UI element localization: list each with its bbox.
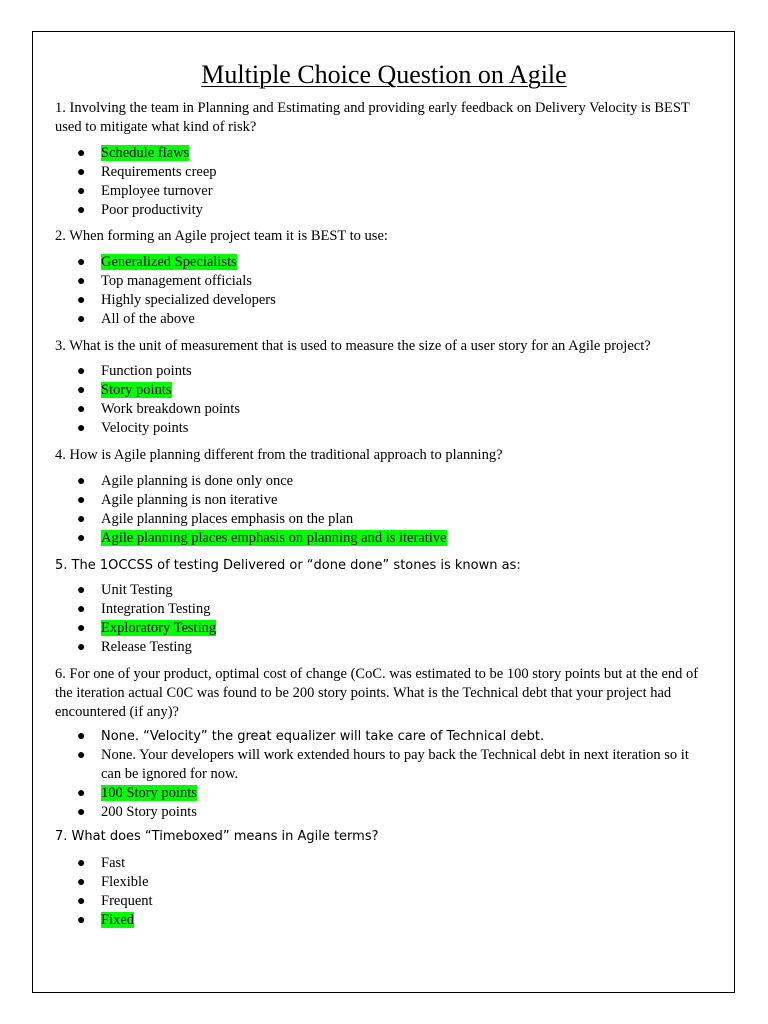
option xyxy=(0,619,768,638)
correct-answer-highlight: 100 Story points xyxy=(101,785,197,801)
question-3-options xyxy=(0,362,768,438)
bullet-icon: ● xyxy=(77,255,86,270)
option xyxy=(0,310,768,329)
correct-answer-highlight: Fixed xyxy=(101,912,135,928)
option-text: Frequent xyxy=(101,893,153,909)
option-text: Poor productivity xyxy=(101,202,203,218)
option-text: Agile planning is done only once xyxy=(101,473,294,489)
question-4-options xyxy=(0,472,768,548)
option xyxy=(0,746,768,784)
option-text: Integration Testing xyxy=(101,601,211,617)
option xyxy=(0,892,768,911)
bullet-icon: ● xyxy=(77,512,86,527)
bullet-icon: ● xyxy=(77,474,86,489)
option xyxy=(0,201,768,220)
bullet-icon: ● xyxy=(77,364,86,379)
bullet-icon: ● xyxy=(77,913,86,928)
option xyxy=(0,600,768,619)
question-1-text: 1. Involving the team in Planning and Estimating and providing early feedback on Delivery Velocity is BEST used to mitigate what kind of risk? xyxy=(55,100,690,135)
option xyxy=(0,854,768,873)
correct-answer-highlight: Generalized Specialists xyxy=(101,254,237,270)
bullet-icon: ● xyxy=(77,640,86,655)
option-text: Agile planning places emphasis on the plan xyxy=(101,511,354,527)
bullet-icon: ● xyxy=(77,621,86,636)
bullet-icon: ● xyxy=(77,786,86,801)
option-text: All of the above xyxy=(101,311,195,327)
option xyxy=(0,510,768,529)
bullet-icon: ● xyxy=(77,729,86,744)
bullet-icon: ● xyxy=(77,805,86,820)
option xyxy=(0,400,768,419)
bullet-icon: ● xyxy=(77,203,86,218)
option-text: Employee turnover xyxy=(101,183,213,199)
option-text: Highly specialized developers xyxy=(101,292,276,308)
option-text: Agile planning is non iterative xyxy=(101,492,278,508)
option xyxy=(0,873,768,892)
option xyxy=(0,272,768,291)
option-text: None. Your developers will work extended hours to pay back the Technical debt in next iteration so it can be ignored for now. xyxy=(101,747,689,782)
option xyxy=(0,163,768,182)
question-3-text: 3. What is the unit of measurement that is used to measure the size of a user story for an Agile project? xyxy=(55,338,651,354)
bullet-icon: ● xyxy=(77,856,86,871)
option xyxy=(0,362,768,381)
option xyxy=(0,182,768,201)
option-text: Release Testing xyxy=(101,639,192,655)
bullet-icon: ● xyxy=(77,583,86,598)
option xyxy=(0,529,768,548)
bullet-icon: ● xyxy=(77,165,86,180)
bullet-icon: ● xyxy=(77,383,86,398)
option xyxy=(0,381,768,400)
option xyxy=(0,253,768,272)
correct-answer-highlight: Story points xyxy=(101,382,172,398)
question-6-text: 6. For one of your product, optimal cost of change (CoC. was estimated to be 100 story points but at the end of the iteration actual C0C was found to be 200 story points. What is the Technical debt that your project had encountered (if any)? xyxy=(55,666,699,720)
correct-answer-highlight: Agile planning places emphasis on planning and is iterative xyxy=(101,530,447,546)
option-text: None. “Velocity” the great equalizer will take care of Technical debt. xyxy=(101,729,545,744)
option xyxy=(0,638,768,657)
option xyxy=(0,803,768,822)
correct-answer-highlight: Schedule flaws xyxy=(101,145,190,161)
option xyxy=(0,472,768,491)
option xyxy=(0,911,768,930)
question-5-text: 5. The 1OCCSS of testing Delivered or “done done” stones is known as: xyxy=(55,558,521,573)
bullet-icon: ● xyxy=(77,146,86,161)
option xyxy=(0,144,768,163)
bullet-icon: ● xyxy=(77,493,86,508)
bullet-icon: ● xyxy=(77,184,86,199)
bullet-icon: ● xyxy=(77,402,86,417)
option-text: Fast xyxy=(101,855,126,871)
option xyxy=(0,784,768,803)
option xyxy=(0,419,768,438)
question-1-options xyxy=(0,144,768,220)
bullet-icon: ● xyxy=(77,531,86,546)
question-7-text: 7. What does “Timeboxed” means in Agile terms? xyxy=(55,829,379,844)
option-text: 200 Story points xyxy=(101,804,197,820)
bullet-icon: ● xyxy=(77,894,86,909)
option-text: Work breakdown points xyxy=(101,401,240,417)
question-2-options xyxy=(0,253,768,329)
option xyxy=(0,491,768,510)
bullet-icon: ● xyxy=(77,312,86,327)
bullet-icon: ● xyxy=(77,421,86,436)
question-5-options xyxy=(0,581,768,657)
option xyxy=(0,291,768,310)
bullet-icon: ● xyxy=(77,875,86,890)
option-text: Function points xyxy=(101,363,192,379)
question-2-text: 2. When forming an Agile project team it is BEST to use: xyxy=(55,228,388,244)
document-title: Multiple Choice Question on Agile xyxy=(201,60,567,89)
question-4-text: 4. How is Agile planning different from the traditional approach to planning? xyxy=(55,447,503,463)
bullet-icon: ● xyxy=(77,748,86,763)
option-text: Flexible xyxy=(101,874,149,890)
question-7-options xyxy=(0,854,768,930)
bullet-icon: ● xyxy=(77,293,86,308)
option xyxy=(0,727,768,746)
correct-answer-highlight: Exploratory Testing xyxy=(101,620,217,636)
question-6-options xyxy=(0,727,768,822)
option-text: Unit Testing xyxy=(101,582,173,598)
option-text: Velocity points xyxy=(101,420,189,436)
option-text: Top management officials xyxy=(101,273,252,289)
option xyxy=(0,581,768,600)
bullet-icon: ● xyxy=(77,602,86,617)
bullet-icon: ● xyxy=(77,274,86,289)
option-text: Requirements creep xyxy=(101,164,217,180)
